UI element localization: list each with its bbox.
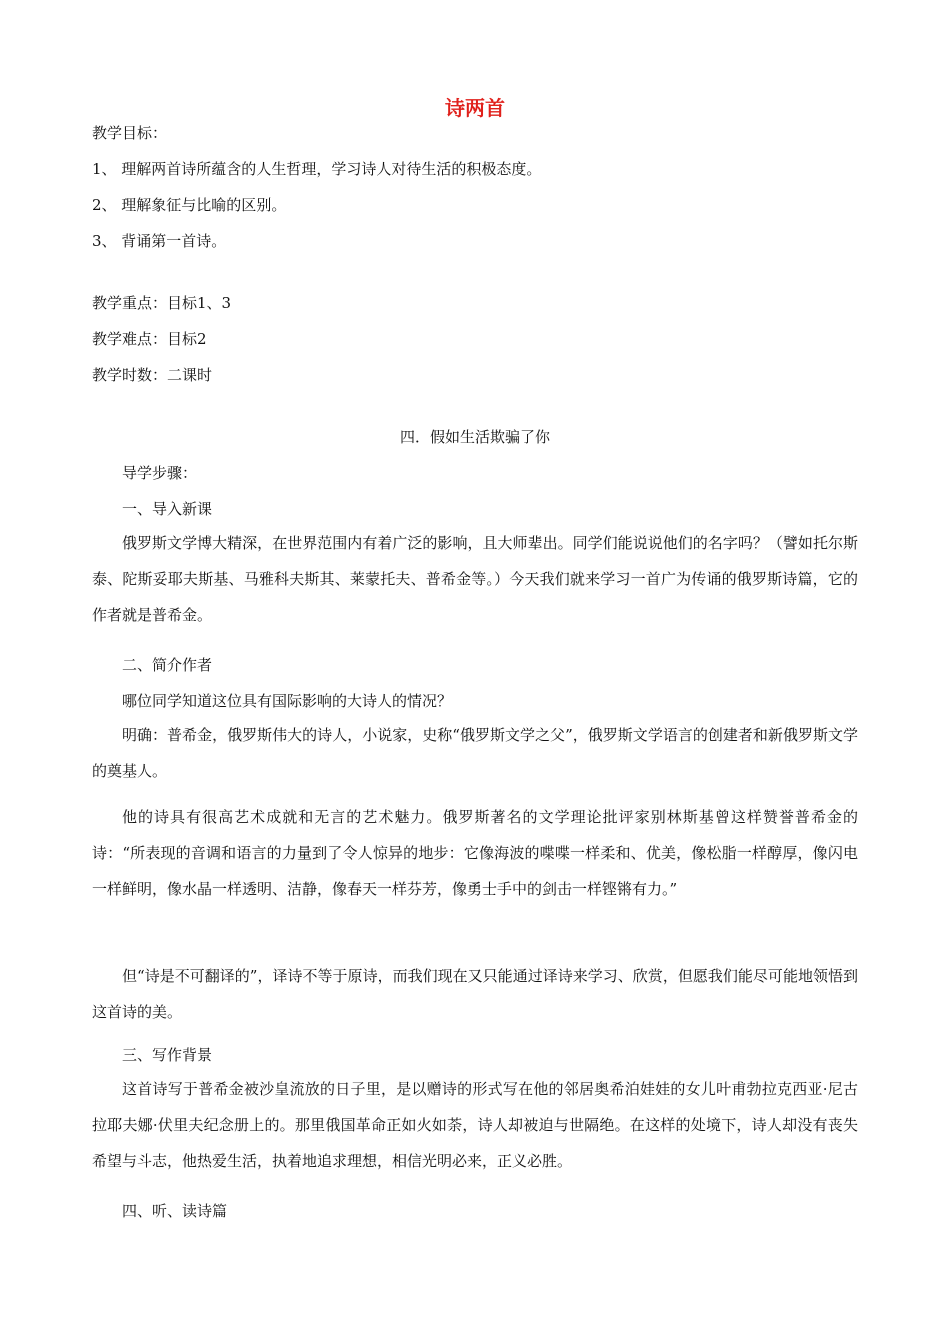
step-1-paragraph: 俄罗斯文学博大精深，在世界范围内有着广泛的影响，且大师辈出。同学们能说说他们的名字吗？（譬如托尔斯泰、陀斯妥耶夫斯基、马雅科夫斯其、莱蒙托夫、普希金等。）今天我们就来学习一首广为传诵的俄罗斯诗篇，它的作者就是普希金。 [92,534,858,624]
step-3-paragraph: 这首诗写于普希金被沙皇流放的日子里，是以赠诗的形式写在他的邻居奥希泊娃娃的女儿叶甫勃拉克西亚·尼古拉耶夫娜·伏里夫纪念册上的。那里俄国革命正如火如荼，诗人却被迫与世隔绝。在这样的处境下，诗人却没有丧失希望与斗志，他热爱生活，执着地追求理想，相信光明必来，正义必胜。 [92,1080,858,1170]
objectives-heading: 教学目标： [92,124,168,142]
guide-heading: 导学步骤： [122,464,198,482]
teaching-focus: 教学重点：目标1、3 [92,294,232,312]
step-2-title: 二、简介作者 [122,656,213,674]
objective-item-3: 3、 背诵第一首诗。 [92,232,227,250]
step-2-paragraph-2: 他的诗具有很高艺术成就和无言的艺术魅力。俄罗斯著名的文学理论批评家别林斯基曾这样赞誉普希金的诗：“所表现的音调和语言的力量到了令人惊异的地步：它像海波的喋喋一样柔和、优美，像松脂一样醇厚，像闪电一样鲜明，像水晶一样透明、洁静，像春天一样芬芳，像勇士手中的剑击一样铿锵有力。” [92,808,858,898]
step-3-title: 三、写作背景 [122,1046,213,1064]
section-title: 四．假如生活欺骗了你 [399,428,550,446]
step-2-paragraph-3: 但“诗是不可翻译的”，译诗不等于原诗，而我们现在又只能通过译诗来学习、欣赏，但愿我们能尽可能地领悟到这首诗的美。 [92,967,858,1021]
objective-item-2: 2、 理解象征与比喻的区别。 [92,196,287,214]
step-2-paragraph-1: 明确：普希金，俄罗斯伟大的诗人，小说家，史称“俄罗斯文学之父”，俄罗斯文学语言的创建者和新俄罗斯文学的奠基人。 [92,726,858,780]
document-title: 诗两首 [445,96,505,120]
step-4-title: 四、听、读诗篇 [122,1202,228,1220]
objective-item-1: 1、 理解两首诗所蕴含的人生哲理，学习诗人对待生活的积极态度。 [92,160,542,178]
teaching-difficulty: 教学难点：目标2 [92,330,207,348]
teaching-hours: 教学时数：二课时 [92,366,213,384]
step-1-title: 一、导入新课 [122,500,213,518]
step-2-question: 哪位同学知道这位具有国际影响的大诗人的情况？ [122,692,453,710]
